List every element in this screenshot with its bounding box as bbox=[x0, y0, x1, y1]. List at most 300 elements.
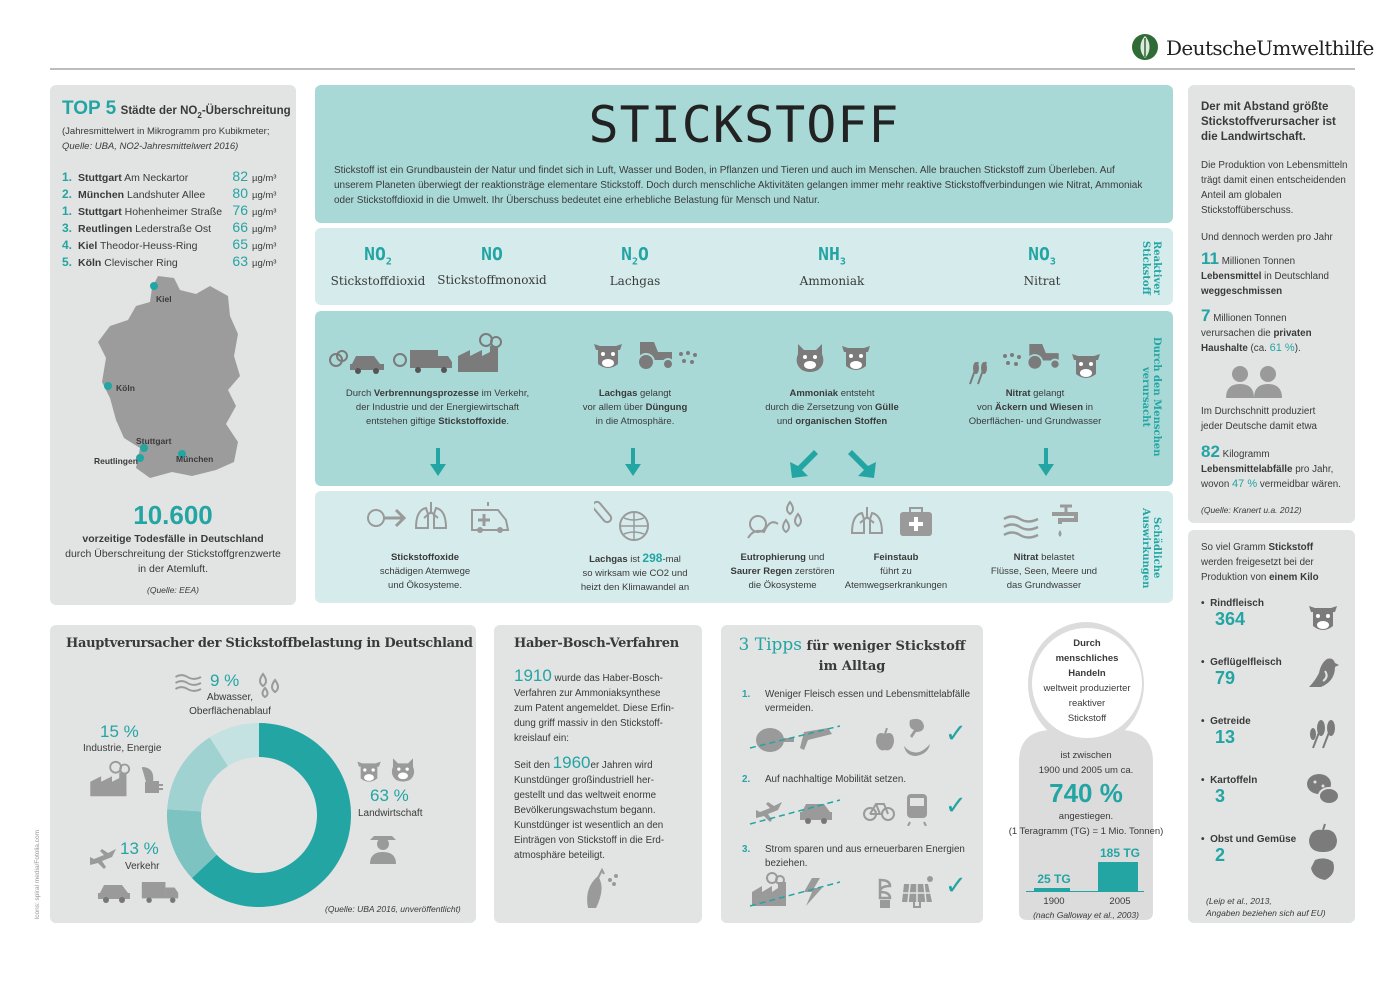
effect-eutrophication bbox=[715, 551, 850, 593]
unit: µg/m³ bbox=[252, 241, 277, 252]
deaths-text bbox=[55, 532, 291, 577]
t: gelangt bbox=[1030, 388, 1065, 399]
wheat-icon bbox=[964, 356, 994, 386]
people-icon bbox=[1222, 364, 1286, 398]
t: 298 bbox=[642, 551, 663, 565]
per-kilo-source bbox=[1206, 895, 1326, 919]
haber-title: Haber-Bosch-Verfahren bbox=[514, 636, 679, 651]
solar-panel-icon bbox=[900, 874, 936, 908]
human-increase-tail bbox=[1003, 809, 1169, 839]
t: Kilogramm bbox=[1222, 449, 1270, 460]
t: so wirksam wie CO2 und bbox=[582, 568, 688, 579]
compound-name: Stickstoffmonoxid bbox=[437, 273, 547, 287]
intro-text: Stickstoff ist ein Grundbaustein der Natur und findet sich in Luft, Wasser und Boden, in Pflanzen und Tieren und auch im Menschen. Alle brauchen Stickstoff zum Überleben. Auf unserem Planeten überwiegt der reaktionsträge elementare Stickstoff. Doch durch menschliche Aktivitäten gelangen immer mehr reaktive Stickstoffverbindungen wie Nitrat, Ammoniak oder Stickstoffdioxid in die Umwelt. Ihr Überschuss bedeutet eine erhebliche Belastung für Mensch und Natur. bbox=[334, 165, 1143, 206]
tips-title bbox=[721, 635, 983, 677]
rank: 1. bbox=[62, 204, 73, 218]
t: schädigen Atemwege bbox=[379, 566, 471, 577]
grain-icon bbox=[1305, 714, 1341, 750]
potato-icon bbox=[1305, 770, 1341, 806]
food-name: Geflügelfleisch bbox=[1210, 657, 1282, 668]
water-tap-icon bbox=[1048, 500, 1088, 540]
pct-abwasser: 9 % bbox=[210, 671, 240, 690]
map-label-koeln: Köln bbox=[116, 383, 135, 393]
t: 3 Tipps bbox=[738, 635, 803, 655]
t: reaktiver bbox=[1068, 698, 1106, 709]
cow-icon bbox=[838, 338, 874, 374]
label-landwirtschaft: Landwirtschaft bbox=[358, 808, 423, 819]
city: Stuttgart bbox=[78, 172, 122, 184]
truck-icon bbox=[140, 879, 180, 905]
haber-text-2 bbox=[514, 755, 696, 863]
bar-year-1900: 1900 bbox=[1043, 896, 1065, 907]
tip-number: 1. bbox=[742, 689, 751, 700]
t: (ca. bbox=[1247, 343, 1270, 354]
cow-icon bbox=[1068, 346, 1104, 382]
cow-icon bbox=[590, 336, 626, 372]
t: Haushalte bbox=[1201, 343, 1248, 354]
t: für weniger Stickstoff bbox=[802, 639, 966, 654]
cause-manure bbox=[752, 387, 912, 429]
street: Hohenheimer Straße bbox=[124, 206, 223, 218]
plug-icon bbox=[138, 764, 164, 800]
pct-industrie: 15 % bbox=[100, 722, 139, 741]
drops-icon bbox=[255, 672, 283, 698]
human-increase-pct: 740 % bbox=[1049, 778, 1123, 808]
rank: 4. bbox=[62, 238, 73, 252]
value: 76 bbox=[232, 202, 248, 218]
car-smoke-icon bbox=[328, 344, 388, 374]
formula-tail: O bbox=[638, 244, 649, 265]
formula: N bbox=[621, 244, 632, 265]
t: Flüsse, Seen, Meere und bbox=[990, 566, 1098, 577]
waste-stat-3-intro bbox=[1201, 404, 1351, 434]
t: privaten bbox=[1273, 328, 1312, 339]
arrow-down-icon bbox=[625, 448, 641, 476]
t: einem Kilo bbox=[1269, 572, 1319, 583]
rank: 3. bbox=[62, 221, 73, 235]
chicken-icon bbox=[1305, 655, 1341, 691]
t: menschliches bbox=[1055, 653, 1119, 664]
agriculture-source: (Quelle: Kranert u.a. 2012) bbox=[1201, 505, 1302, 515]
t: organischen Stoffen bbox=[795, 416, 888, 427]
waste-stat-2 bbox=[1201, 308, 1351, 356]
list-item bbox=[62, 202, 284, 219]
tip-3 bbox=[742, 843, 972, 871]
top5-label: TOP 5 bbox=[62, 98, 117, 119]
list-item bbox=[62, 253, 284, 270]
arrow-down-icon bbox=[430, 448, 446, 476]
fruit-icon bbox=[1305, 822, 1341, 884]
list-item: • Rindfleisch 364 bbox=[1201, 598, 1351, 630]
label-verkehr: Verkehr bbox=[125, 861, 160, 872]
deaths-l2: durch Überschreitung der Stickstoffgrenzwerte bbox=[65, 548, 281, 560]
compound-name: Nitrat bbox=[1023, 273, 1061, 288]
icon-credit: Icons: spiral media/Fotolia.com bbox=[34, 830, 41, 920]
t: Saurer Regen bbox=[730, 566, 793, 577]
t: Durch bbox=[1073, 638, 1101, 649]
t: und Ökosysteme. bbox=[388, 580, 462, 591]
deaths-source: (Quelle: EEA) bbox=[147, 585, 199, 595]
t: Auf nachhaltige Mobilität setzen. bbox=[765, 774, 907, 785]
human-side-label: Durch den Menschen verursacht bbox=[1140, 337, 1162, 457]
effect-fine-dust bbox=[836, 551, 956, 593]
compound-name: Lachgas bbox=[609, 273, 661, 288]
t: Stickstoff bbox=[1268, 542, 1314, 553]
t: 1900 und 2005 um ca. bbox=[1038, 765, 1134, 776]
t: Oberflächen- und Grundwasser bbox=[968, 416, 1102, 427]
t: Oberflächenablauf bbox=[189, 706, 271, 717]
t: (1 Teragramm (TG) = 1 Mio. Tonnen) bbox=[1008, 826, 1164, 837]
deaths-l3: in der Atemluft. bbox=[137, 563, 209, 575]
t: Im Durchschnitt produziert bbox=[1201, 406, 1316, 417]
tractor-icon bbox=[1022, 338, 1066, 372]
arrow-down-left-icon bbox=[790, 450, 818, 478]
t: er Jahren wird bbox=[590, 760, 653, 771]
t: Seit den bbox=[514, 760, 553, 771]
t: 82 bbox=[1201, 442, 1220, 461]
t: die Ökosysteme bbox=[748, 580, 817, 591]
lungs-icon bbox=[850, 505, 884, 539]
pct-landwirtschaft: 63 % bbox=[370, 786, 409, 805]
formula: NO bbox=[364, 244, 386, 265]
t: durch die Zersetzung von bbox=[765, 402, 876, 413]
t: Millionen Tonnen bbox=[1221, 256, 1296, 267]
formula-sub: 3 bbox=[839, 256, 846, 268]
t: Produktion von bbox=[1201, 572, 1270, 583]
unit: µg/m³ bbox=[252, 173, 277, 184]
water-waves-icon bbox=[1002, 514, 1042, 540]
compound-name: Stickstoffdioxid bbox=[330, 273, 426, 288]
unit: µg/m³ bbox=[252, 258, 277, 269]
t: in die Atmosphäre. bbox=[595, 416, 675, 427]
checkmark-icon: ✓ bbox=[945, 718, 967, 748]
list-item bbox=[62, 236, 284, 253]
t: jeder Deutsche damit etwa bbox=[1201, 421, 1317, 432]
ambulance-icon bbox=[470, 500, 510, 536]
top5-title-tail: -Überschreitung bbox=[201, 105, 291, 117]
t: 7 bbox=[1201, 306, 1211, 325]
t: Nitrat bbox=[1013, 552, 1039, 563]
human-source: (nach Galloway et al., 2003) bbox=[1033, 910, 1139, 920]
t: führt zu bbox=[880, 566, 912, 577]
meat-crossed-icon bbox=[748, 718, 842, 758]
compound-no bbox=[432, 244, 552, 287]
formula: NO bbox=[1028, 244, 1050, 265]
city: München bbox=[78, 189, 125, 201]
t: und bbox=[776, 416, 796, 427]
t: Verbrennungsprozesse bbox=[373, 388, 479, 399]
t: entstehen giftige bbox=[365, 416, 439, 427]
t: Lebensmittel bbox=[1201, 271, 1262, 282]
city: Köln bbox=[78, 257, 102, 269]
t: weltweit produzierter bbox=[1043, 683, 1131, 694]
value: 63 bbox=[232, 253, 248, 269]
rank: 2. bbox=[62, 187, 73, 201]
t: zerstören bbox=[792, 566, 835, 577]
t: vor allem über bbox=[582, 402, 646, 413]
t: 47 % bbox=[1232, 478, 1258, 490]
t: gelangt bbox=[637, 388, 672, 399]
compound-name: Ammoniak bbox=[799, 273, 865, 288]
t: entsteht bbox=[838, 388, 875, 399]
t: Feinstaub bbox=[873, 552, 919, 563]
smoke-lungs-icon bbox=[366, 504, 406, 534]
t: Angaben beziehen sich auf EU) bbox=[1206, 908, 1326, 918]
agriculture-heading: Der mit Abstand größte Stickstoffverursacher ist die Landwirtschaft. bbox=[1201, 101, 1336, 143]
list-item: • Obst und Gemüse 2 bbox=[1201, 834, 1351, 866]
t: verursachen die bbox=[1201, 328, 1274, 339]
farmer-icon bbox=[366, 830, 400, 864]
t: heizt den Klimawandel an bbox=[580, 582, 690, 593]
tractor-icon bbox=[632, 336, 680, 372]
deaths-l1: vorzeitige Todesfälle in Deutschland bbox=[82, 533, 264, 545]
compound-nh3 bbox=[772, 244, 892, 288]
page-title: STICKSTOFF bbox=[588, 96, 900, 154]
pig-icon bbox=[388, 755, 418, 785]
tip-2 bbox=[742, 773, 972, 787]
per-kilo-intro bbox=[1201, 540, 1351, 585]
t: Einträgen von Stickstoff in die Erd- bbox=[514, 835, 665, 846]
effects-side-label: Schädliche Auswirkungen bbox=[1140, 507, 1162, 589]
t: Millionen Tonnen bbox=[1213, 313, 1287, 324]
donut-chart bbox=[164, 720, 354, 910]
compound-no2 bbox=[318, 244, 438, 288]
checkmark-icon: ✓ bbox=[945, 790, 967, 820]
checkmark-icon: ✓ bbox=[945, 870, 967, 900]
t: 1910 bbox=[514, 666, 552, 685]
t: ist zwischen bbox=[1060, 750, 1112, 761]
bar-2005 bbox=[1098, 862, 1138, 892]
street: Clevischer Ring bbox=[104, 257, 178, 269]
t: Handeln bbox=[1068, 668, 1106, 679]
t: angestiegen. bbox=[1058, 811, 1114, 822]
list-item: • Geflügelfleisch 79 bbox=[1201, 657, 1351, 689]
t: Düngung bbox=[645, 402, 688, 413]
arrow-down-icon bbox=[1038, 448, 1054, 476]
formula-sub: 3 bbox=[1049, 256, 1056, 268]
factory-lightning-crossed-icon bbox=[748, 870, 844, 910]
t: 11 bbox=[1201, 249, 1219, 268]
first-aid-icon bbox=[898, 504, 934, 538]
street: Lederstraße Ost bbox=[135, 223, 212, 235]
tip-number: 2. bbox=[742, 774, 751, 785]
t: von bbox=[976, 402, 995, 413]
effect-nitrate bbox=[974, 551, 1114, 593]
cause-combustion bbox=[330, 387, 545, 429]
apple-icon bbox=[874, 728, 896, 752]
bar-year-2005: 2005 bbox=[1109, 896, 1131, 907]
unit: µg/m³ bbox=[252, 224, 277, 235]
waste-stat-3 bbox=[1201, 444, 1353, 492]
list-item bbox=[62, 168, 284, 185]
t: ist bbox=[627, 554, 643, 565]
t: Strom sparen und aus erneuerbaren Energien bbox=[765, 844, 965, 855]
chicken-leg-icon bbox=[906, 716, 928, 740]
formula-sub: 2 bbox=[385, 256, 392, 268]
t: vermeiden. bbox=[765, 703, 814, 714]
t: Verfahren zur Ammoniaksynthese bbox=[514, 688, 661, 699]
t: vermeidbar wären. bbox=[1257, 479, 1341, 490]
t: das Grundwasser bbox=[1006, 580, 1082, 591]
t: Stickstoffoxide bbox=[390, 552, 460, 563]
fertilizer-dots-icon bbox=[1002, 352, 1024, 368]
t: Abwasser, bbox=[206, 692, 254, 703]
train-icon bbox=[904, 792, 930, 826]
street: Am Neckartor bbox=[124, 172, 189, 184]
arrow-down-right-icon bbox=[848, 450, 876, 478]
lungs-icon bbox=[414, 500, 448, 534]
t: Ammoniak bbox=[789, 388, 839, 399]
plane-car-crossed-icon bbox=[748, 794, 844, 828]
t: Lachgas bbox=[589, 554, 628, 565]
t: Nitrat bbox=[1005, 388, 1031, 399]
list-item bbox=[62, 219, 284, 236]
unit: µg/m³ bbox=[252, 207, 277, 218]
value: 65 bbox=[232, 236, 248, 252]
food-value: 13 bbox=[1215, 727, 1236, 747]
city: Reutlingen bbox=[78, 223, 133, 235]
pct-verkehr: 13 % bbox=[120, 839, 159, 858]
truck-icon bbox=[392, 344, 454, 374]
t: weggeschmissen bbox=[1201, 286, 1283, 297]
t: Lachgas bbox=[598, 388, 638, 399]
t: und bbox=[805, 552, 825, 563]
t: im Alltag bbox=[818, 659, 886, 674]
waste-stat-1 bbox=[1201, 251, 1351, 299]
t: ). bbox=[1294, 343, 1301, 354]
human-increase-text bbox=[1003, 748, 1169, 778]
food-value: 79 bbox=[1215, 668, 1236, 688]
car-icon bbox=[96, 881, 132, 903]
t: im Verkehr, bbox=[478, 388, 530, 399]
acid-rain-icon bbox=[744, 498, 804, 542]
compounds-side-label: Reaktiver Stickstoff bbox=[1140, 241, 1162, 295]
agriculture-p1: Die Produktion von Lebensmitteln trägt damit einen entscheidenden Anteil am globalen Stickstoffüberschuss. bbox=[1201, 160, 1348, 216]
t: (Leip et al., 2013, bbox=[1206, 896, 1272, 906]
top5-title-sub: 2 bbox=[197, 111, 202, 121]
t: pro Jahr, bbox=[1292, 464, 1334, 475]
food-value: 3 bbox=[1215, 786, 1226, 806]
t: atmosphäre beteiligt. bbox=[514, 850, 605, 861]
rank: 5. bbox=[62, 255, 73, 269]
map-label-kiel: Kiel bbox=[156, 294, 172, 304]
food-name: Obst und Gemüse bbox=[1210, 834, 1297, 845]
compound-n2o bbox=[575, 244, 695, 288]
t: Kunstdünger großindustriell her- bbox=[514, 775, 654, 786]
cause-fields bbox=[960, 387, 1110, 429]
pig-icon bbox=[792, 340, 828, 376]
cow-icon bbox=[1305, 598, 1341, 634]
cow-icon bbox=[354, 755, 384, 785]
top5-sub1: (Jahresmittelwert in Mikrogramm pro Kubikmeter; bbox=[62, 126, 270, 137]
t: der Industrie und der Energiewirtschaft bbox=[355, 402, 520, 413]
value: 80 bbox=[232, 185, 248, 201]
t: Atemwegserkrankungen bbox=[844, 580, 948, 591]
energy-bulb-icon bbox=[874, 878, 896, 910]
t: So viel Gramm bbox=[1201, 542, 1269, 553]
effect-laughing-gas bbox=[560, 551, 710, 595]
t: -mal bbox=[662, 554, 681, 565]
t: belastet bbox=[1038, 552, 1075, 563]
food-value: 2 bbox=[1215, 845, 1226, 865]
logo bbox=[1130, 32, 1374, 62]
top5-title bbox=[62, 98, 291, 120]
top5-sub2: Quelle: UBA, NO2-Jahresmittelwert 2016) bbox=[62, 141, 239, 152]
street: Theodor-Heuss-Ring bbox=[100, 240, 198, 252]
rank: 1. bbox=[62, 170, 73, 184]
t: gestellt und das weltweit enorme bbox=[514, 790, 657, 801]
t: Kunstdünger ist wesentlich an den bbox=[514, 820, 664, 831]
airplane-icon bbox=[88, 845, 118, 871]
label-industrie: Industrie, Energie bbox=[83, 743, 162, 754]
street: Landshuter Allee bbox=[127, 189, 206, 201]
t: beziehen. bbox=[765, 858, 808, 869]
t: Gülle bbox=[875, 402, 899, 413]
effect-nox bbox=[360, 551, 490, 593]
food-name: Getreide bbox=[1210, 716, 1251, 727]
t: . bbox=[506, 416, 510, 427]
water-waves-icon bbox=[174, 672, 204, 694]
t: Durch bbox=[345, 388, 374, 399]
t: dung griff massiv in den Stickstoff- bbox=[514, 718, 663, 729]
map-label-stuttgart: Stuttgart bbox=[136, 436, 172, 446]
list-item: • Kartoffeln 3 bbox=[1201, 775, 1351, 807]
t: werden freigesetzt bei der bbox=[1201, 557, 1314, 568]
t: Stickstoff bbox=[1067, 713, 1107, 724]
deaths-value: 10.600 bbox=[133, 500, 213, 530]
map-label-muenchen: München bbox=[176, 454, 214, 464]
list-item: • Getreide 13 bbox=[1201, 716, 1351, 748]
corn-icon bbox=[578, 868, 622, 912]
t: Weniger Fleisch essen und Lebensmittelabfälle bbox=[765, 689, 971, 700]
value: 82 bbox=[232, 168, 248, 184]
t: in bbox=[1083, 402, 1094, 413]
compound-no3 bbox=[982, 244, 1102, 288]
t: zum Patent angemeldet. Diese Erfin- bbox=[514, 703, 675, 714]
bar-1900 bbox=[1034, 888, 1070, 892]
logo-text: DeutscheUmwelthilfe bbox=[1166, 36, 1374, 60]
factory-icon bbox=[88, 760, 136, 798]
top5-subtitle bbox=[62, 124, 292, 154]
tip-1 bbox=[742, 688, 972, 716]
top5-title-text: Städte der NO bbox=[120, 105, 198, 117]
mini-bar-chart bbox=[1026, 840, 1156, 892]
agriculture-p2: Und dennoch werden pro Jahr bbox=[1201, 232, 1333, 243]
cause-fertilizer bbox=[560, 387, 710, 429]
t: 1960 bbox=[552, 753, 591, 772]
banana-icon bbox=[902, 740, 932, 760]
globe-leaf-icon bbox=[1130, 32, 1160, 62]
formula: NH bbox=[818, 244, 840, 265]
tip-number: 3. bbox=[742, 844, 751, 855]
bar-label-2005: 185 TG bbox=[1099, 846, 1141, 860]
t: wovon bbox=[1201, 479, 1233, 490]
bar-label-1900: 25 TG bbox=[1037, 872, 1071, 886]
t: Lebensmittelabfälle bbox=[1201, 464, 1293, 475]
t: Stickstoffoxide bbox=[438, 416, 507, 427]
list-item bbox=[62, 185, 284, 202]
formula: NO bbox=[481, 244, 503, 265]
formula-sub: 2 bbox=[631, 256, 639, 268]
header-rule bbox=[50, 68, 1355, 70]
top5-list bbox=[62, 168, 284, 270]
food-value: 364 bbox=[1215, 609, 1246, 629]
t: Äckern und Wiesen bbox=[994, 402, 1083, 413]
city: Kiel bbox=[78, 240, 98, 252]
value: 66 bbox=[232, 219, 248, 235]
city: Stuttgart bbox=[78, 206, 122, 218]
t: 61 % bbox=[1269, 342, 1295, 354]
